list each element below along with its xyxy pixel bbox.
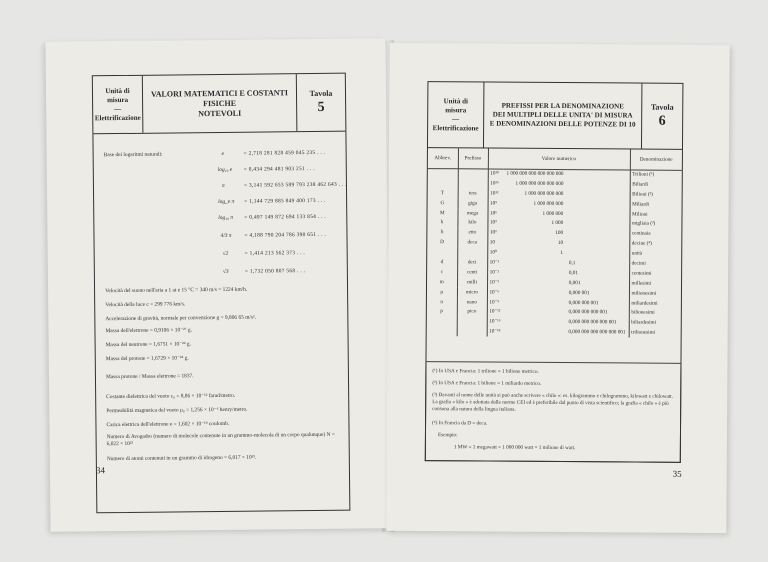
table-cell: migliaia (³) [631, 220, 656, 228]
table-cell [567, 209, 629, 219]
table-cell: kilo [457, 218, 487, 228]
constant-symbol: log_e π [218, 198, 235, 205]
table-cell [567, 248, 629, 258]
constant-symbol: √2 [222, 250, 229, 257]
table-cell: M [427, 208, 457, 218]
table-cell: m [427, 277, 457, 287]
unit-label-2: misura [445, 105, 467, 114]
physics-constant: Accelerazione di gravità, normale per convenzione g = 9,806 65 m/s². [105, 314, 256, 323]
table-cell: 10² [489, 229, 497, 236]
physics-constant: Velocità della luce c = 299 776 km/s. [105, 301, 186, 309]
physics-constant: Massa dell'elettrone = 0,9106 × 10⁻²⁷ g. [105, 327, 192, 335]
right-title-cell [484, 82, 642, 148]
table-cell [427, 316, 457, 326]
table-cell: bilionesimi [631, 309, 655, 317]
table-cell: 10⁻⁹ [489, 299, 500, 306]
table-cell: c [427, 267, 457, 277]
table-cell: 10⁻¹ [489, 259, 500, 266]
constant-value: = 1,732 050 807 568 . . . [244, 268, 306, 275]
physics-constant: Numero di atomi contenuti in un grammo di idrogeno = 6,017 × 10²³. [106, 454, 257, 463]
right-page [386, 43, 729, 533]
left-title-1: VALORI MATEMATICI E COSTANTI FISICHE [150, 87, 289, 108]
constant-value: = 0,434 294 481 903 251 . . . [243, 165, 315, 173]
tavola-number: 6 [658, 113, 666, 129]
constant-value: = 1,144 729 885 849 400 173 . . . [244, 197, 326, 205]
physics-constant: Massa del neutrone = 1,6751 × 10⁻²⁴ g. [105, 341, 191, 349]
table-cell: trilionesimi [631, 329, 656, 336]
left-table-frame [92, 73, 351, 514]
footnote: (¹) In USA e Francia: 1 trilione = 1 bilione metrico. [432, 368, 539, 375]
unit-sub: Elettrificazione [94, 113, 141, 122]
table-cell: 0,000 001 [567, 288, 629, 298]
table-cell [567, 189, 629, 199]
table-cell: μ [427, 287, 457, 297]
left-tavola-cell [297, 74, 346, 131]
table-cell [503, 297, 567, 307]
table-cell: 10 [557, 240, 564, 247]
table-cell [503, 277, 567, 287]
table-cell: milionesimi [631, 290, 657, 297]
table-cell: 1 000 [551, 220, 564, 227]
table-cell: 0,000 000 000 001 [567, 308, 629, 318]
tavola-number: 5 [317, 99, 325, 115]
table-cell: micro [457, 287, 487, 297]
table-cell: p [427, 307, 457, 317]
table-cell [567, 238, 629, 248]
table-cell: d [427, 257, 457, 267]
table-cell: 10⁰ [489, 249, 498, 256]
table-cell [567, 219, 629, 229]
table-cell [457, 327, 487, 337]
table-cell: 0,000 000 001 [567, 298, 629, 308]
table-cell: deca [457, 238, 487, 248]
left-title-cell [143, 74, 298, 133]
table-row [427, 326, 681, 338]
table-cell: milli [457, 277, 487, 287]
table-cell [567, 228, 629, 238]
table-cell [503, 258, 567, 268]
constant-symbol: e [221, 150, 225, 157]
left-page [45, 38, 390, 532]
footnote: (³) Davanti al nome delle unità si può anche scrivere « chilo »: es. kilogrammo e chilogrammo, kilowatt e chilowatt. La grafia « kilo » è adottata dalle norme CEI ed è preferibile dal punto di vista scientifico; la grafia « chilo » è più consona alla natura della lingua italiana. [432, 392, 673, 413]
constant-value: = 4,188 790 204 786 390 651 . . . [244, 231, 327, 239]
table-cell [427, 247, 457, 257]
table-cell [458, 168, 488, 178]
table-cell: 10¹⁵ [490, 180, 499, 187]
table-cell: pico [457, 307, 487, 317]
unit-sub: Elettrificazione [432, 123, 479, 132]
example-label: Esempio: [437, 432, 458, 439]
table-cell: 100 [555, 230, 564, 237]
table-cell: 0,001 [567, 278, 629, 288]
col-header: Prefisso [458, 148, 488, 168]
col-header: Abbrev. [428, 148, 458, 168]
table-cell [567, 179, 629, 189]
table-cell: h [427, 227, 457, 237]
table-cell [503, 307, 567, 317]
table-cell [427, 326, 457, 336]
table-cell [503, 327, 567, 337]
table-cell: 1 000 000 [542, 210, 564, 217]
table-cell [428, 178, 458, 188]
right-unit-cell [428, 82, 484, 147]
physics-constant: Velocità del suono nell'aria a 1 at e 15 °C = 340 m/s = 1224 km/h. [105, 286, 248, 295]
table-cell: giga [458, 198, 488, 208]
tavola-label: Tavola [309, 88, 333, 99]
table-cell: 10⁻¹⁸ [489, 328, 501, 335]
table-cell: centinaia [631, 230, 651, 237]
table-cell [503, 268, 567, 278]
physics-constant: Costante dielettrica del vuoto ε₀ = 8,86 × 10⁻¹² farad/metro. [106, 392, 236, 401]
constant-value: = 1,414 213 562 373 . . . [244, 250, 306, 257]
table-cell: miliardesimi [631, 300, 658, 307]
table-cell: G [428, 198, 458, 208]
table-cell: 1 000 000 000 [533, 200, 564, 207]
table-cell: 10 [489, 239, 496, 246]
table-cell [503, 317, 567, 327]
table-cell: Bilioni (²) [632, 191, 653, 198]
table-cell: deci [457, 257, 487, 267]
left-header [93, 74, 346, 135]
constant-value: = 0,497 149 872 694 133 854 . . . [244, 213, 326, 221]
table-cell [428, 168, 458, 178]
unit-label-2: misura [107, 95, 129, 104]
table-cell [458, 178, 488, 188]
notes-box [425, 361, 682, 463]
table-cell: 1 [560, 250, 563, 257]
footnote: (²) In USA e Francia: 1 bilione = 1 miliardo metrico. [432, 380, 542, 387]
table-cell: k [427, 218, 457, 228]
table-cell: 1 000 000 000 000 000 [515, 180, 564, 187]
table-cell: 1 000 000 000 000 [524, 190, 564, 197]
table-cell: 0,01 [567, 268, 629, 278]
col-header: Denominazione [630, 149, 682, 169]
table-cell: 10⁻³ [489, 279, 500, 286]
right-title-2: DEI MULTIPLI DELLE UNITA' DI MISURA [492, 110, 633, 120]
table-cell: tera [458, 188, 488, 198]
prefix-table [427, 148, 682, 338]
right-tavola-cell [642, 84, 682, 149]
table-cell: millesimi [631, 280, 652, 287]
constant-symbol: log₁₀ π [218, 214, 234, 221]
right-header [428, 82, 682, 150]
constant-value: = 2,718 281 828 459 045 235 . . . [243, 149, 326, 157]
left-title-2: NOTEVOLI [198, 108, 242, 118]
table-cell: T [428, 188, 458, 198]
constant-symbol: √3 [222, 268, 229, 275]
right-title-1: PREFISSI PER LA DENOMINAZIONE [501, 101, 624, 111]
table-cell: 10⁻⁶ [489, 289, 500, 296]
unit-label: Unità di [443, 96, 468, 105]
constant-symbol: π [221, 182, 225, 189]
table-cell [503, 287, 567, 297]
table-cell: D [427, 237, 457, 247]
table-cell: 0,000 000 000 000 001 [566, 317, 628, 327]
constant-symbol: 4/3 π [220, 232, 232, 239]
page-number-left: 34 [95, 465, 105, 476]
table-cell: 10⁻¹⁵ [489, 318, 501, 325]
left-unit-cell [93, 76, 144, 134]
page-number-right: 35 [672, 468, 682, 479]
unit-dash: — [452, 114, 460, 123]
unit-label: Unità di [105, 86, 130, 95]
table-cell: decine (⁴) [631, 240, 652, 247]
table-cell: Milioni [631, 211, 648, 218]
table-cell [567, 199, 629, 209]
physics-constant: Massa del protone = 1,6729 × 10⁻²⁴ g. [105, 355, 189, 363]
table-cell: 10¹⁸ [490, 170, 499, 177]
right-title-3: E DENOMINAZIONI DELLE POTENZE DI 10 [489, 119, 636, 129]
table-cell: etto [457, 228, 487, 238]
table-cell: 10⁻¹² [489, 308, 501, 316]
tavola-label: Tavola [650, 102, 674, 112]
footnote: (⁴) In Francia da D = deca. [432, 420, 488, 427]
constant-value: = 3,141 592 653 589 793 238 462 643 . . . [243, 181, 347, 189]
table-cell: 10⁶ [490, 210, 498, 217]
table-cell: biliardesimi [631, 319, 657, 326]
unit-dash: — [114, 104, 122, 113]
table-cell: Biliardi [632, 181, 649, 188]
constant-label: Base dei logaritmi naturali: [103, 151, 163, 159]
table-cell: 10⁹ [490, 200, 498, 207]
physics-constant: Numero di Avogadro (numero di molecole contenute in un grammo-molecola di un corpo qualunque) N = 6,022 × 10²³ [106, 431, 335, 448]
constant-symbol: log₁₀ e [217, 166, 233, 173]
table-cell: 1 000 000 000 000 000 000 [506, 170, 564, 178]
table-header-row [428, 148, 682, 170]
table-cell: 10³ [489, 219, 497, 226]
table-cell: 0,000 000 000 000 000 001 [566, 327, 628, 337]
table-cell: n [427, 297, 457, 307]
table-cell: 10¹² [490, 190, 499, 197]
physics-constant: Carica elettrica dell'elettrone e = 1,602 × 10⁻¹⁹ coulomb. [106, 420, 230, 429]
table-cell: centesimi [631, 270, 652, 277]
table-cell: 10⁻² [489, 269, 500, 276]
table-cell: Miliardi [632, 201, 650, 208]
table-cell: 0,1 [567, 258, 629, 268]
table-cell: Trilioni (¹) [632, 171, 655, 178]
col-header: Valore numerico [488, 149, 630, 170]
example-text: 1 MW = 1 megawatt = 1 000 000 watt = 1 milione di watt. [453, 444, 576, 452]
physics-constant: Massa protone / Massa elettrone = 1837. [105, 373, 194, 381]
physics-constant: Permeabilità magnetica del vuoto μ₀ = 1,256 × 10⁻⁶ henry/metro. [106, 406, 248, 415]
table-cell: mega [457, 208, 487, 218]
table-cell: centi [457, 267, 487, 277]
table-cell [457, 247, 487, 257]
table-cell: unità [631, 250, 643, 257]
table-cell: nano [457, 297, 487, 307]
table-cell [567, 169, 629, 179]
table-cell: decimi [631, 260, 646, 267]
table-cell [457, 317, 487, 327]
